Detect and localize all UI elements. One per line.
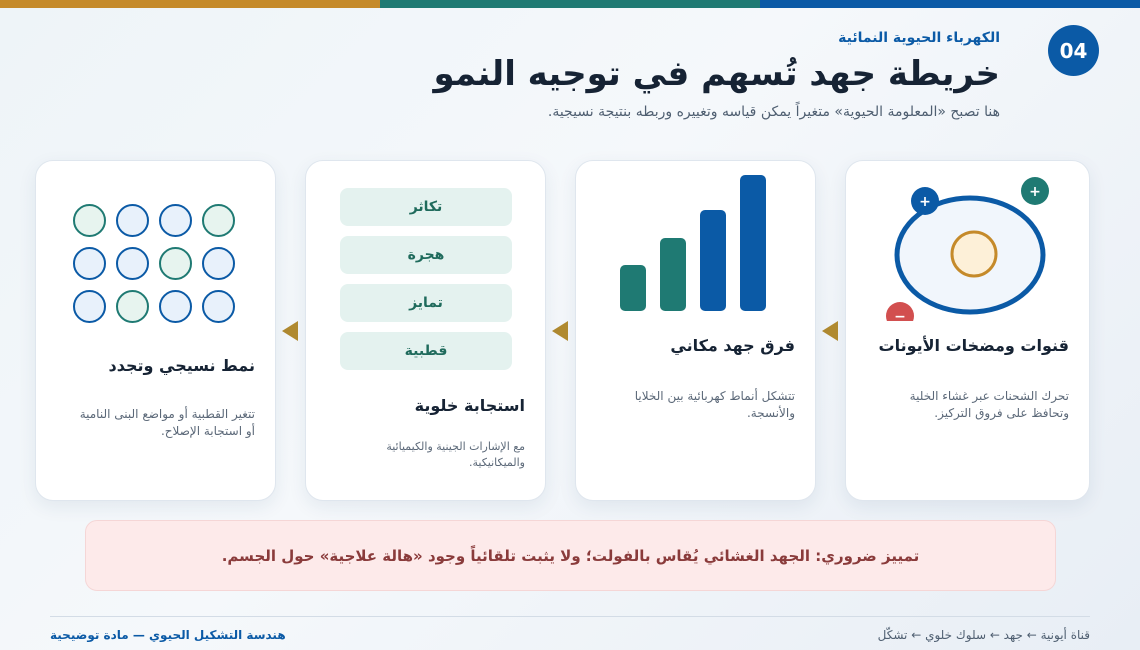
cell-dot xyxy=(73,204,106,237)
card-ion-title: قنوات ومضخات الأيونات xyxy=(878,336,1069,355)
cell-dot xyxy=(116,247,149,280)
footer-divider xyxy=(50,616,1090,617)
page-title: خريطة جهد تُسهم في توجيه النمو xyxy=(433,54,1000,94)
top-bar-segment-teal xyxy=(380,0,760,8)
flow-arrow-3 xyxy=(282,321,298,341)
card-ion-desc-line1: تحرك الشحنات عبر غشاء الخلية xyxy=(909,389,1069,403)
cell-membrane-icon xyxy=(846,161,1091,321)
level-bar-1 xyxy=(620,265,646,311)
response-list xyxy=(340,188,512,380)
cell-dot xyxy=(73,290,106,323)
footer-course: هندسة التشكيل الحيوي — مادة توضيحية xyxy=(50,628,286,642)
top-bar-segment-blue xyxy=(760,0,1140,8)
card-voltage-desc-line1: تتشكل أنماط كهربائية بين الخلايا xyxy=(634,389,795,403)
card-ion-desc-line2: وتحافظ على فروق التركيز. xyxy=(934,406,1069,420)
response-item-proliferation: تكاثر xyxy=(340,188,512,226)
card-tissue-desc xyxy=(80,406,255,440)
cell-dot xyxy=(73,247,106,280)
minus-charge-red-label: − xyxy=(894,309,906,321)
card-voltage-difference xyxy=(575,160,816,501)
slide-number-badge: 04 xyxy=(1048,25,1099,76)
card-tissue-desc-line2: أو استجابة الإصلاح. xyxy=(160,424,255,438)
card-cellular-response xyxy=(305,160,546,501)
card-cellular-title: استجابة خلوية xyxy=(414,396,525,415)
level-bar-2 xyxy=(660,238,686,311)
card-tissue-title: نمط نسيجي وتجدد xyxy=(108,356,255,375)
cell-dot xyxy=(159,290,192,323)
cell-dot xyxy=(202,290,235,323)
cell-dot xyxy=(159,204,192,237)
top-bar-segment-gold xyxy=(0,0,380,8)
cell-grid-icon xyxy=(73,204,235,323)
response-item-differentiation: تمايز xyxy=(340,284,512,322)
plus-charge-teal-label: + xyxy=(1029,184,1041,200)
card-cellular-desc-line2: والميكانيكية. xyxy=(469,456,525,469)
cell-dot xyxy=(116,290,149,323)
card-voltage-desc xyxy=(635,388,795,422)
flow-arrow-1 xyxy=(822,321,838,341)
response-item-migration: هجرة xyxy=(340,236,512,274)
card-voltage-desc-line2: والأنسجة. xyxy=(746,406,795,420)
card-cellular-desc xyxy=(386,439,525,471)
top-color-bar xyxy=(0,0,1140,8)
bar-levels-icon xyxy=(576,161,817,321)
footer-chain: قناة أيونية ← جهد ← سلوك خلوي ← تشكّل xyxy=(877,628,1090,642)
plus-charge-blue-label: + xyxy=(919,194,931,210)
flow-arrow-2 xyxy=(552,321,568,341)
cell-dot xyxy=(116,204,149,237)
cell-dot xyxy=(202,247,235,280)
card-tissue-desc-line1: تتغير القطبية أو مواضع البنى النامية xyxy=(79,407,255,421)
nucleus-circle xyxy=(952,232,996,276)
card-voltage-title: فرق جهد مكاني xyxy=(670,336,795,355)
card-tissue-pattern xyxy=(35,160,276,501)
section-kicker: الكهرباء الحيوية النمائية xyxy=(838,30,1000,46)
cell-dot xyxy=(202,204,235,237)
card-ion-desc xyxy=(910,388,1069,422)
card-ion-channels xyxy=(845,160,1090,501)
level-bar-4 xyxy=(740,175,766,311)
important-note: تمييز ضروري: الجهد الغشائي يُقاس بالفولت؛ ولا يثبت تلقائياً وجود «هالة علاجية» حول الجسم. xyxy=(85,520,1056,591)
page-subtitle: هنا تصبح «المعلومة الحيوية» متغيراً يمكن قياسه وتغييره وربطه بنتيجة نسيجية. xyxy=(547,104,1000,120)
cell-dot xyxy=(159,247,192,280)
response-item-polarity: قطبية xyxy=(340,332,512,370)
level-bar-3 xyxy=(700,210,726,311)
card-cellular-desc-line1: مع الإشارات الجينية والكيميائية xyxy=(386,440,525,453)
